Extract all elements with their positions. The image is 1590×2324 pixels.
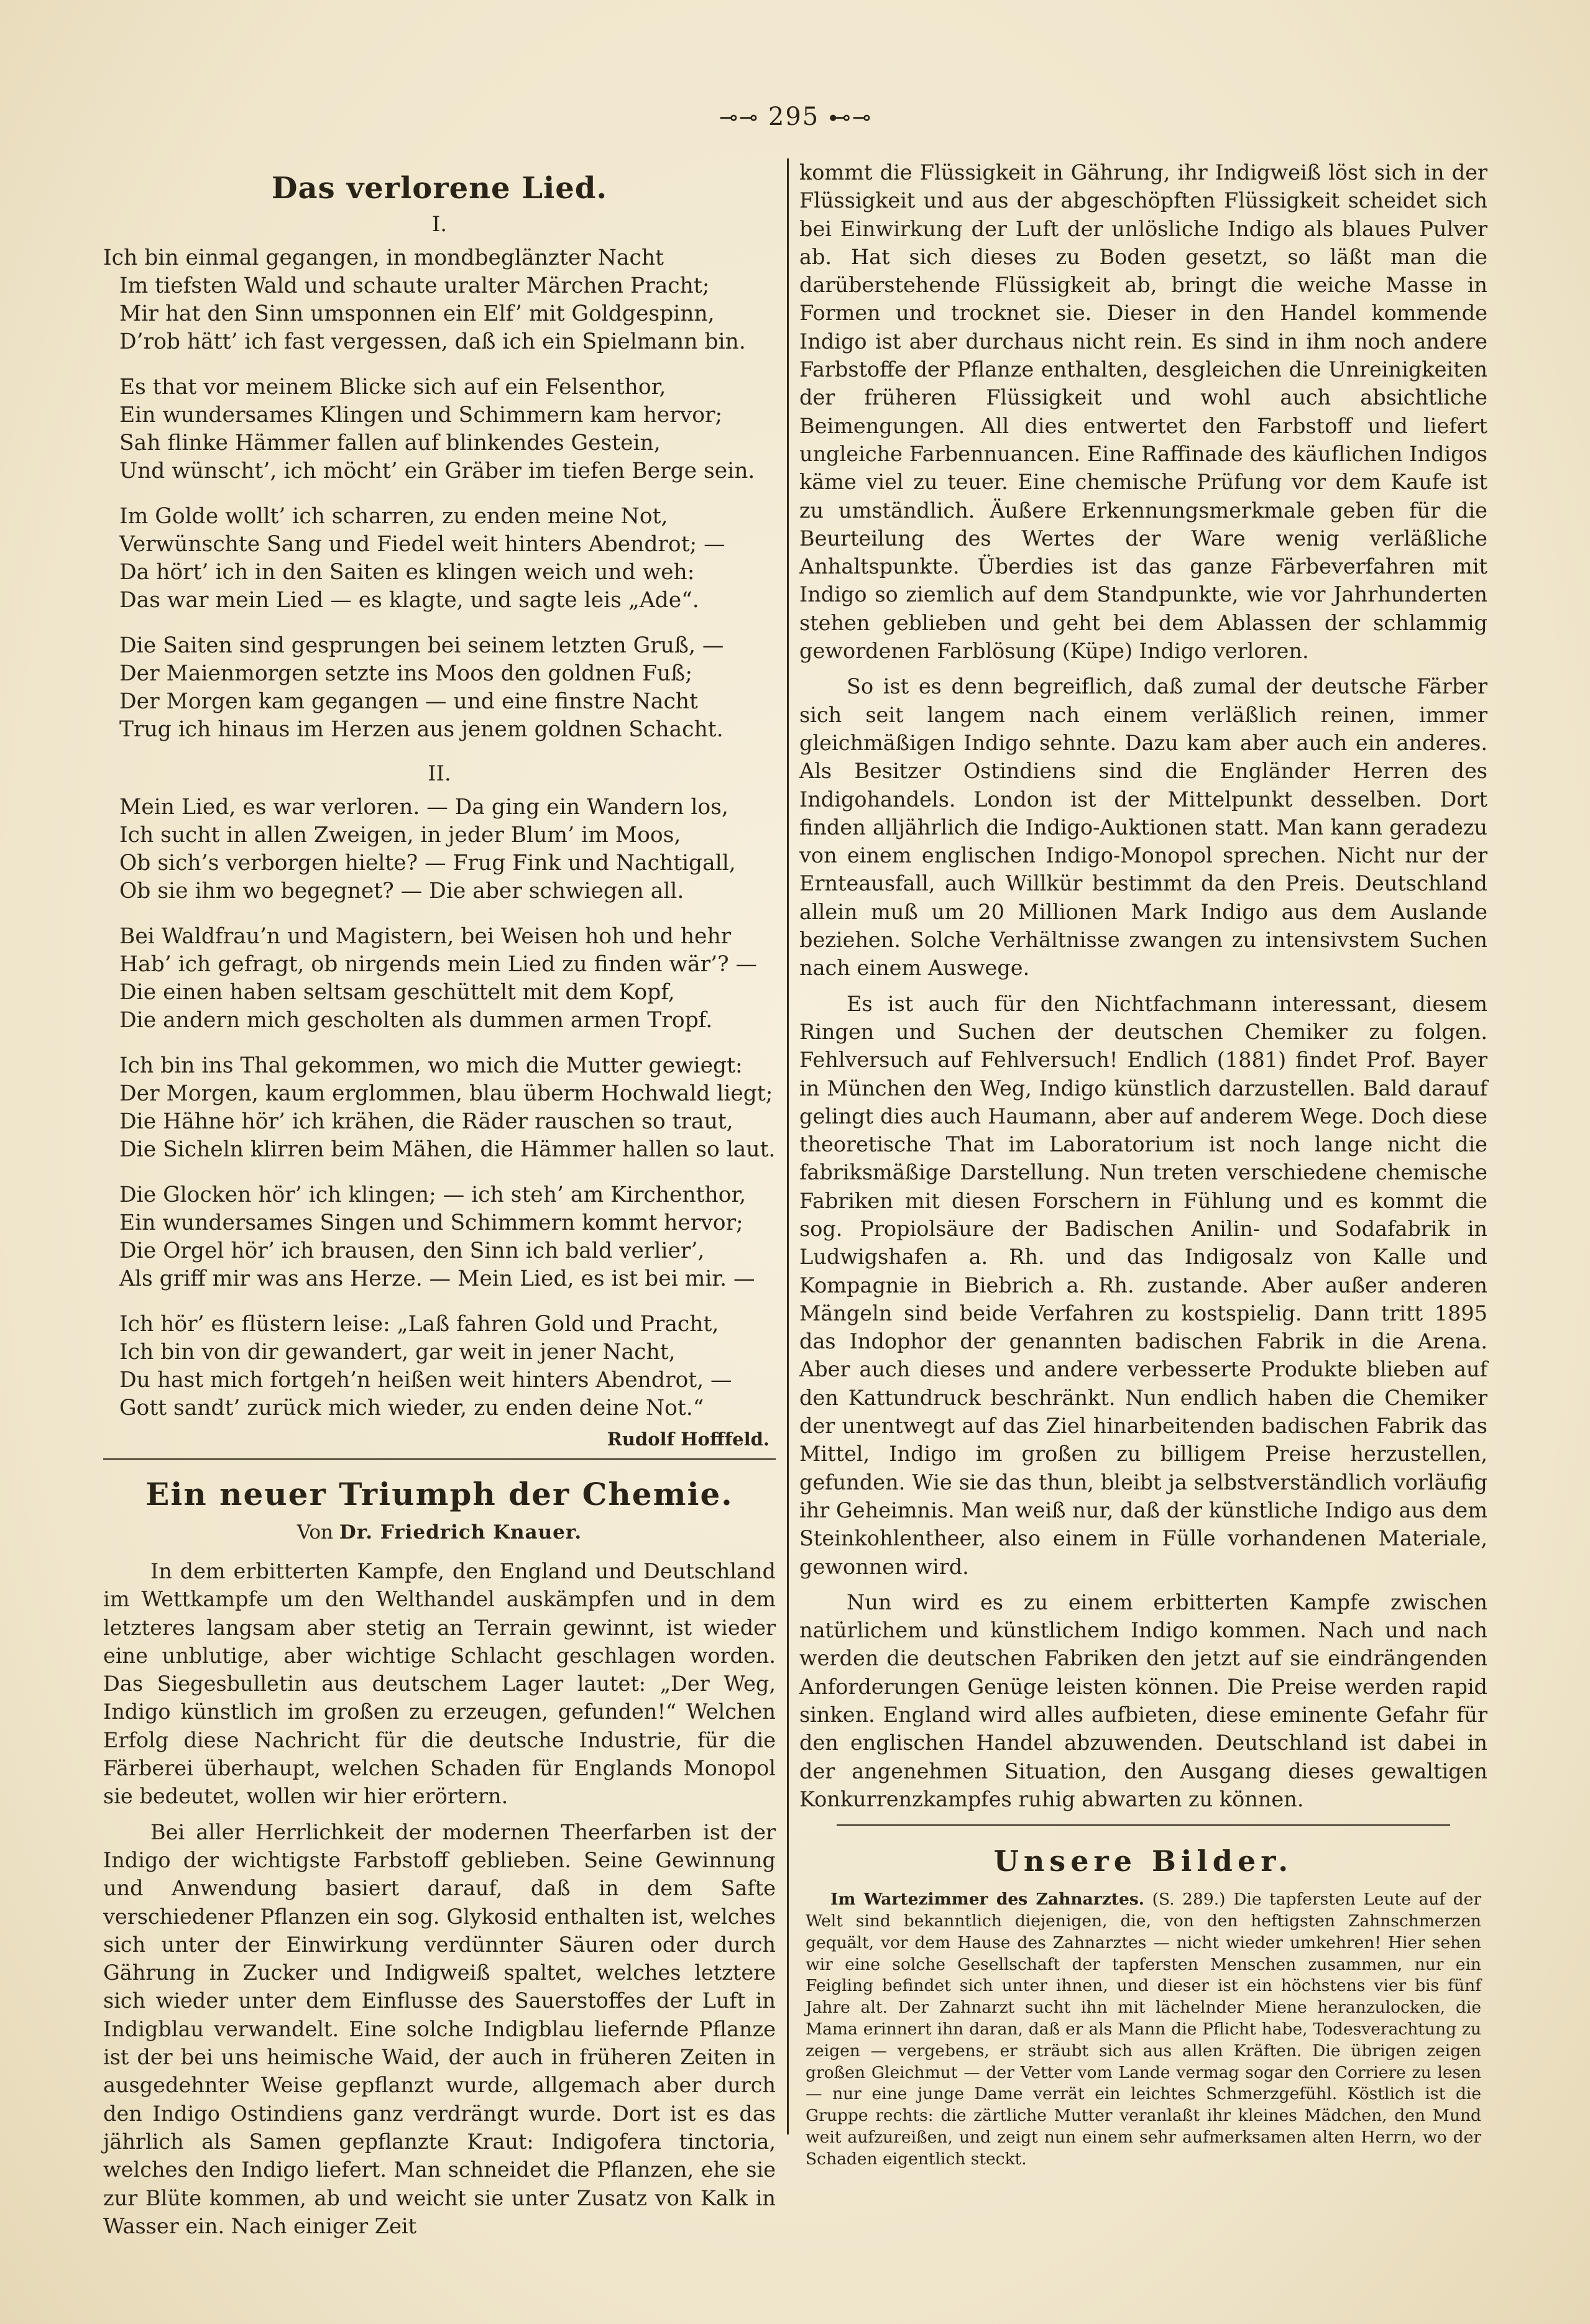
picture-caption-title: Im Wartezimmer des Zahnarztes.	[830, 1890, 1145, 1910]
pictures-section-title: Unsere Bilder.	[993, 1844, 1294, 1878]
picture-caption	[806, 1889, 1481, 2170]
poem-line: Bei Waldfrau’n und Magistern, bei Weisen hoh und hehr	[119, 924, 732, 949]
poem-stanza	[119, 923, 776, 1035]
poem-part-1-numeral: I.	[431, 212, 448, 237]
poem-line: Mir hat den Sinn umsponnen ein Elf’ mit Goldgespinn,	[119, 301, 715, 326]
poem-line: Da hört’ ich in den Saiten es klingen weich und weh:	[119, 560, 695, 585]
poem-line: Der Maienmorgen setzte ins Moos den goldnen Fuß;	[119, 661, 692, 686]
poem-author: Rudolf Hofffeld.	[607, 1429, 770, 1450]
poem-line: Ob sich’s verborgen hielte? — Frug Fink und Nachtigall,	[119, 851, 736, 876]
poem-line: Im tiefsten Wald und schaute uralter Märchen Pracht;	[119, 273, 710, 298]
poem-line: Trug ich hinaus im Herzen aus jenem goldnen Schacht.	[119, 717, 724, 742]
article-paragraph: kommt die Flüssigkeit in Gährung, ihr Indigweiß löst sich in der Flüssigkeit und aus der abgeschöpften Flüssigkeit scheidet sich bei Einwirkung der Luft der unlösliche Indigo als blaues Pulver ab. Hat sich dieses zu Boden gesetzt, so läßt man die darüberstehende Flüssigkeit ab, bringt die weiche Masse in Formen und trocknet sie. Dieser in den Handel kommende Indigo ist aber durchaus nicht rein. Es sind in ihm noch andere Farbstoffe der Pflanze enthalten, desgleichen die Unreinigkeiten der früheren Flüssigkeit und wohl auch absichtliche Beimengungen. All dies entwertet den Farbstoff und liefert ungleiche Farbennuancen. Eine Raffinade des käuflichen Indigos käme viel zu teuer. Eine chemische Prüfung vor dem Kaufe ist zu umständlich. Äußere Erkennungsmerkmale geben für die Beurteilung des Wertes der Ware wenig verläßliche Anhaltspunkte. Überdies ist das ganze Färbeverfahren mit Indigo so ziemlich auf dem Standpunkte, wie vor Jahrhunderten stehen geblieben und geht bei dem Ablassen der schlammig gewordenen Farblösung (Küpe) Indigo verloren.	[799, 160, 1487, 664]
picture-caption-ref: (S. 289.)	[1152, 1890, 1226, 1910]
poem-line: Die Sicheln klirren beim Mähen, die Hämmer hallen so laut.	[119, 1137, 776, 1162]
poem-line: Du hast mich fortgeh’n heißen weit hinters Abendrot, —	[119, 1368, 732, 1393]
section-divider	[837, 1824, 1450, 1826]
poem-line: Ein wundersames Singen und Schimmern kommt hervor;	[119, 1210, 743, 1235]
column-divider	[787, 158, 789, 2134]
page-number-ornament-right: ⊷⊸	[828, 105, 873, 130]
poem-line: Ich bin ins Thal gekommen, wo mich die Mutter gewiegt:	[119, 1053, 743, 1078]
page-number-header	[702, 103, 889, 131]
poem-line: Im Golde wollt’ ich scharren, zu enden meine Not,	[119, 504, 668, 529]
poem-line: D’rob hätt’ ich fast vergessen, daß ich ein Spielmann bin.	[119, 329, 746, 354]
poem-stanza	[119, 503, 776, 615]
article-paragraph: Nun wird es zu einem erbitterten Kampfe zwischen natürlichem und künstlichem Indigo kommen. Nach und nach werden die deutschen Fabriken den jetzt auf sie eindrängenden Anforderungen Genüge leisten können. Die Preise werden rapid sinken. England wird alles aufbieten, diese eminente Gefahr für den englischen Handel abzuwenden. Deutschland ist dabei in der angenehmen Situation, den Ausgang dieses gewaltigen Konkurrenzkampfes ruhig abwarten zu können.	[799, 1590, 1487, 1811]
byline-author: Dr. Friedrich Knauer.	[339, 1521, 582, 1544]
poem-line: Als griff mir was ans Herze. — Mein Lied, es ist bei mir. —	[119, 1266, 755, 1291]
right-column	[799, 158, 1487, 2171]
poem-line: Gott sandt’ zurück mich wieder, zu enden deine Not.“	[119, 1396, 704, 1420]
picture-caption-text: Die tapfersten Leute auf der Welt sind bekanntlich diejenigen, die, von den heftigsten Zahnschmerzen gequält, vor dem Hause des Zahnarztes — nicht wieder umkehren! Hier sehen wir eine solche Gesellschaft der tapfersten Menschen zusammen, nur ein Feigling befindet sich unter ihnen, und dieser ist ein höchstens vier bis fünf Jahre alt. Der Zahnarzt sucht ihn mit lächelnder Miene heranzulocken, die Mama erinnert ihn daran, daß er als Mann die Pflicht habe, Todesverachtung zu zeigen — vergebens, er sträubt sich aus allen Kräften. Die übrigen zeigen großen Gleichmut — der Vetter vom Lande vermag sogar den Corriere zu lesen — nur eine junge Dame verrät ein leichtes Schmerzgefühl. Köstlich ist die Gruppe rechts: die zärtliche Mutter veranlaßt ihr kleines Mädchen, den Mund weit aufzureißen, und zeigt nun einem sehr aufmerksamen alten Herrn, wo der Schaden eigentlich steckt.	[806, 1890, 1481, 2169]
page-number: 295	[768, 103, 820, 131]
poem-stanza	[119, 794, 776, 905]
poem-stanza	[119, 1181, 776, 1293]
poem-title: Das verlorene Lied.	[271, 171, 608, 206]
poem-line: Es that vor meinem Blicke sich auf ein Felsenthor,	[119, 375, 666, 400]
poem-line: Sah flinke Hämmer fallen auf blinkendes Gestein,	[119, 431, 661, 455]
poem-stanza	[103, 244, 776, 356]
poem-line: Verwünschte Sang und Fiedel weit hinters Abendrot; —	[119, 532, 725, 557]
poem-line: Ob sie ihm wo begegnet? — Die aber schwiegen all.	[119, 879, 684, 904]
poem-line: Ich hör’ es flüstern leise: „Laß fahren Gold und Pracht,	[119, 1312, 719, 1337]
article-paragraph: Bei aller Herrlichkeit der modernen Theerfarben ist der Indigo der wichtigste Farbstoff geblieben. Seine Gewinnung und Anwendung basiert darauf, daß in dem Safte verschiedener Pflanzen ein sog. Glykosid enthalten ist, welches sich unter der Einwirkung verdünnter Säuren oder durch Gährung in Zucker und Indigweiß spaltet, welches letztere sich wieder unter dem Einflusse des Sauerstoffes der Luft in Indigblau verwandelt. Eine solche Indigblau liefernde Pflanze ist der bei uns heimische Waid, der auch in früheren Zeiten in ausgedehnter Weise gepflanzt wurde, allgemach aber durch den Indigo Ostindiens ganz verdrängt wurde. Dort ist es das jährlich als Samen gepflanzte Kraut: Indigofera tinctoria, welches den Indigo liefert. Man schneidet die Pflanzen, ehe sie zur Blüte kommen, ab und weicht sie unter Zusatz von Kalk in Wasser ein. Nach einiger Zeit	[103, 1819, 776, 2238]
poem-part-2-numeral: II.	[428, 761, 451, 786]
poem-stanza	[119, 632, 776, 744]
article-paragraph: So ist es denn begreiflich, daß zumal der deutsche Färber sich seit langem nach einem verläßlich reinen, immer gleichmäßigen Indigo sehnte. Dazu kam aber auch ein anderes. Als Besitzer Ostindiens sind die Engländer Herren des Indigohandels. London ist der Mittelpunkt desselben. Dort finden alljährlich die Indigo-Auktionen statt. Man kann geradezu von einem englischen Indigo-Monopol sprechen. Nicht nur der Ernteausfall, auch Willkür bestimmt da den Preis. Deutschland allein muß um 20 Millionen Mark Indigo aus dem Auslande beziehen. Solche Verhältnisse zwangen zu intensivstem Suchen nach einem Auswege.	[799, 674, 1487, 981]
poem-line: Hab’ ich gefragt, ob nirgends mein Lied zu finden wär’? —	[119, 952, 758, 977]
poem-line: Ich sucht in allen Zweigen, in jeder Blum’ im Moos,	[119, 823, 681, 848]
poem-line: Das war mein Lied — es klagte, und sagte leis „Ade“.	[119, 588, 699, 613]
poem-line: Die Hähne hör’ ich krähen, die Räder rauschen so traut,	[119, 1109, 733, 1134]
poem-line: Und wünscht’, ich möcht’ ein Gräber im tiefen Berge sein.	[119, 459, 755, 483]
article-byline	[103, 1521, 776, 1544]
poem-line: Ich bin von dir gewandert, gar weit in jener Nacht,	[119, 1340, 676, 1365]
poem-stanza	[119, 1311, 776, 1422]
poem-line: Die einen haben seltsam geschüttelt mit dem Kopf,	[119, 980, 675, 1005]
poem-line: Mein Lied, es war verloren. — Da ging ein Wandern los,	[119, 795, 728, 820]
article-title: Ein neuer Triumph der Chemie.	[145, 1476, 733, 1512]
section-divider	[103, 1458, 776, 1460]
poem-line: Der Morgen, kaum erglommen, blau überm Hochwald liegt;	[119, 1081, 773, 1106]
poem-line: Die Glocken hör’ ich klingen; — ich steh’ am Kirchenthor,	[119, 1183, 747, 1207]
poem-line: Ein wundersames Klingen und Schimmern kam hervor;	[119, 403, 723, 428]
article-paragraph: Es ist auch für den Nichtfachmann interessant, diesem Ringen und Suchen der deutschen Chemiker zu folgen. Fehlversuch auf Fehlversuch! Endlich (1881) findet Prof. Bayer in München den Weg, Indigo künstlich darzustellen. Bald darauf gelingt dies auch Haumann, aber auf anderem Wege. Doch diese theoretische That im Laboratorium ist noch lange nicht die fabriksmäßige Darstellung. Nun treten verschiedene chemische Fabriken mit diesen Forschern in Fühlung und es kommt die sog. Propiolsäure der Badischen Anilin- und Sodafabrik in Ludwigshafen a. Rh. und das Indigosalz von Kalle und Kompagnie in Biebrich a. Rh. zustande. Aber außer anderen Mängeln sind beide Verfahren zu kostspielig. Dann tritt 1895 das Indophor der genannten badischen Fabrik in die Arena. Aber auch dieses und andere verbesserte Produkte blieben auf den Kattundruck beschränkt. Nun endlich haben die Chemiker der unentwegt auf das Ziel hinarbeitenden badischen Fabrik das Mittel, Indigo im großen zu billigem Preise herzustellen, gefunden. Wie sie das thun, bleibt ja selbstverständlich vorläufig ihr Geheimnis. Man weiß nur, daß der künstliche Indigo aus dem Steinkohlentheer, also einem in Fülle vorhandenen Materiale, gewonnen wird.	[799, 991, 1487, 1579]
page-number-ornament-left: ⊸⊸	[719, 105, 760, 130]
poem-stanza	[119, 373, 776, 485]
poem-line: Ich bin einmal gegangen, in mondbeglänzter Nacht	[103, 245, 664, 270]
byline-prefix: Von	[296, 1521, 333, 1544]
poem-stanza	[119, 1052, 776, 1164]
poem-line: Die Orgel hör’ ich brausen, den Sinn ich bald verlier’,	[119, 1238, 705, 1263]
article-paragraph: In dem erbitterten Kampfe, den England und Deutschland im Wettkampfe um den Welthandel auskämpfen und in dem letzteres langsam aber stetig an Terrain gewinnt, ist wieder eine unblutige, aber wichtige Schlacht geschlagen worden. Das Siegesbulletin aus deutschem Lager lautet: „Der Weg, Indigo künstlich im großen zu erzeugen, gefunden!“ Welchen Erfolg diese Nachricht für die deutsche Industrie, für die Färberei überhaupt, welchen Schaden für Englands Monopol sie bedeutet, wollen wir hier erörtern.	[103, 1559, 776, 1809]
poem-line: Der Morgen kam gegangen — und eine finstre Nacht	[119, 689, 698, 714]
poem-line: Die andern mich gescholten als dummen armen Tropf.	[119, 1008, 713, 1033]
poem-line: Die Saiten sind gesprungen bei seinem letzten Gruß, —	[119, 633, 724, 658]
left-column	[103, 158, 776, 2248]
